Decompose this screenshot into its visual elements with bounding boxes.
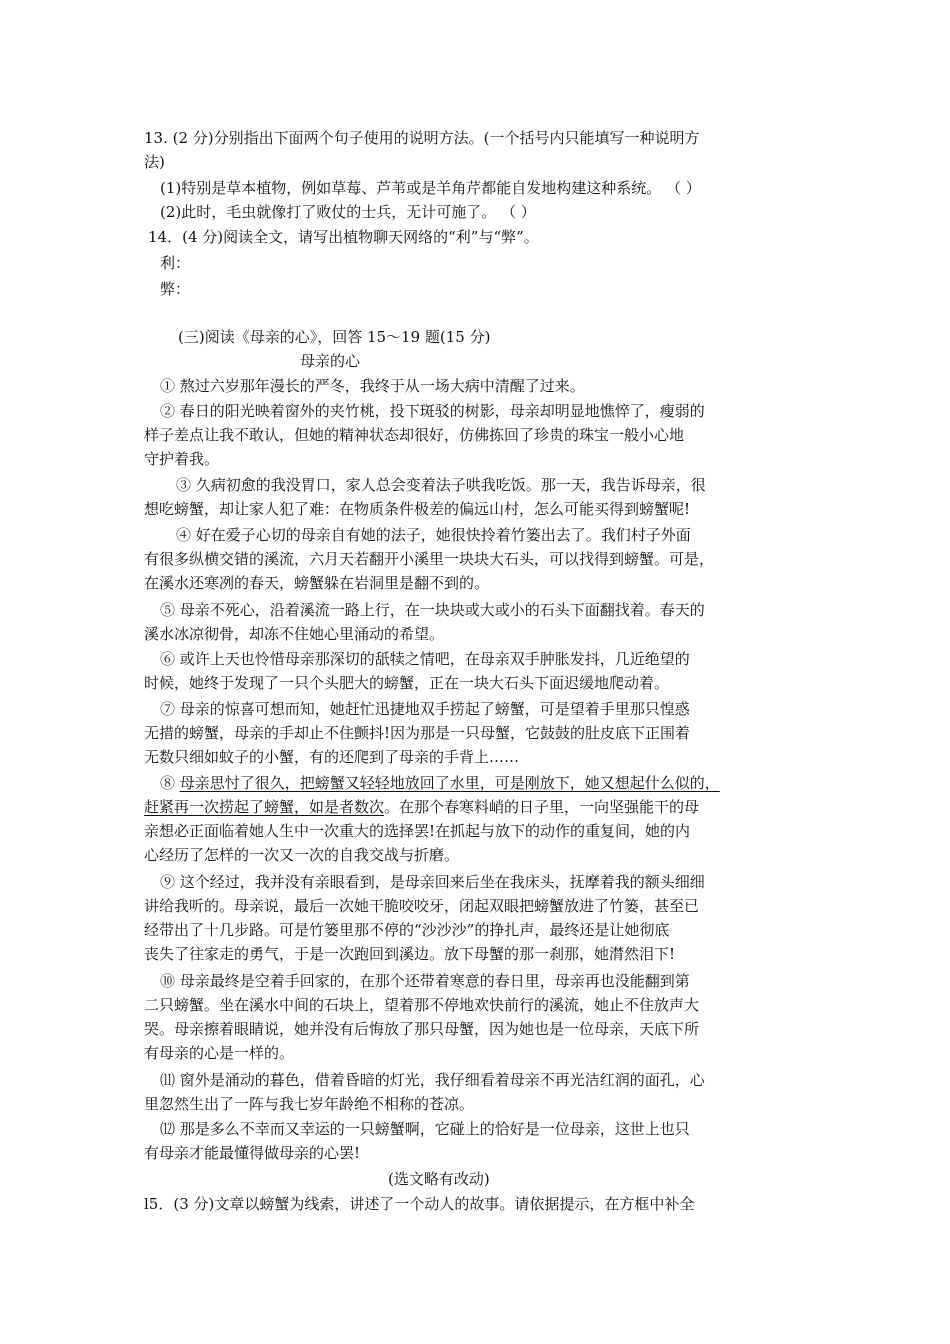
q13-line1: 13. (2 分)分别指出下面两个句子使用的说明方法。(一个括号内只能填写一种说明方 bbox=[144, 129, 700, 147]
para-8-line-1 bbox=[160, 773, 720, 793]
para-7-line-1: ⑦ 母亲的惊喜可想而知，她赶忙迅捷地双手捞起了螃蟹，可是望着手里那只惶惑 bbox=[160, 700, 690, 718]
para-4-line-2: 有很多纵横交错的溪流，六月天若翻开小溪里一块块大石头，可以找得到螃蟹。可是， bbox=[144, 550, 715, 568]
para-9-line-4: 丧失了往家走的勇气，于是一次跑回到溪边。放下母蟹的那一刹那，她潸然泪下! bbox=[144, 945, 676, 963]
source-note: (选文略有改动) bbox=[388, 1170, 490, 1188]
para-9-line-1: ⑨ 这个经过，我并没有亲眼看到，是母亲回来后坐在我床头，抚摩着我的额头细细 bbox=[160, 873, 705, 891]
para-4-line-3: 在溪水还寒冽的春天，螃蟹躲在岩洞里是翻不到的。 bbox=[144, 574, 490, 592]
para-10-line-2: 二只螃蟹。坐在溪水中间的石块上，望着那不停地欢快前行的溪流，她止不住放声大 bbox=[144, 996, 700, 1014]
q15-prompt: l5．(3 分)文章以螃蟹为线索，讲述了一个动人的故事。请依据提示，在方框中补全 bbox=[144, 1195, 695, 1213]
para-2-line-3: 守护着我。 bbox=[144, 450, 220, 468]
q14-prompt: 14．(4 分)阅读全文，请写出植物聊天网络的“利”与“弊”。 bbox=[148, 228, 539, 246]
para-6-line-2: 时候，她终于发现了一只个头肥大的螃蟹，正在一块大石头下面迟缓地爬动着。 bbox=[144, 674, 670, 692]
para-8-underlined-2: 赶紧再一次捞起了螃蟹，如是者数次 bbox=[144, 798, 385, 816]
para-8-line-3: 亲想必正面临着她人生中一次重大的选择罢!在抓起与放下的动作的重复间，她的内 bbox=[144, 822, 691, 840]
para-2-line-1: ② 春日的阳光映着窗外的夹竹桃，投下斑驳的树影，母亲却明显地憔悴了，瘦弱的 bbox=[160, 402, 705, 420]
para-3-line-2: 想吃螃蟹，却让家人犯了难：在物质条件极差的偏远山村，怎么可能买得到螃蟹呢! bbox=[144, 500, 691, 518]
para-8-line-4: 心经历了怎样的一次又一次的自我交战与折磨。 bbox=[144, 846, 460, 864]
para-4-line-1: ④ 好在爱子心切的母亲自有她的法子，她很快拎着竹篓出去了。我们村子外面 bbox=[176, 526, 691, 544]
q14-li: 利： bbox=[160, 254, 191, 272]
q13-line2: 法) bbox=[144, 153, 165, 171]
para-2-line-2: 样子差点让我不敢认，但她的精神状态却很好，仿佛拣回了珍贵的珠宝一般小心地 bbox=[144, 426, 685, 444]
para-10-line-4: 有母亲的心是一样的。 bbox=[144, 1044, 295, 1062]
para-5-line-1: ⑤ 母亲不死心，沿着溪流一路上行，在一块块或大或小的石头下面翻找着。春天的 bbox=[160, 601, 705, 619]
para-10-line-3: 哭。母亲擦着眼睛说，她并没有后悔放了那只母蟹，因为她也是一位母亲，天底下所 bbox=[144, 1020, 700, 1038]
para-7-line-3: 无数只细如蚊子的小蟹，有的还爬到了母亲的手背上…… bbox=[144, 748, 520, 766]
para-12-line-1: ⑿ 那是多么不幸而又幸运的一只螃蟹啊，它碰上的恰好是一位母亲，这世上也只 bbox=[160, 1120, 690, 1138]
para-11-line-2: 里忽然生出了一阵与我七岁年龄绝不相称的苍凉。 bbox=[144, 1095, 475, 1113]
para-9-line-3: 经带出了十几步路。可是竹篓里那不停的“沙沙沙”的挣扎声，最终还是让她彻底 bbox=[144, 921, 670, 939]
para-3-line-1: ③ 久病初愈的我没胃口，家人总会变着法子哄我吃饭。那一天，我告诉母亲，很 bbox=[176, 476, 706, 494]
para-9-line-2: 讲给我听的。母亲说，最后一次她干脆咬咬牙，闭起双眼把螃蟹放进了竹篓，甚至已 bbox=[144, 897, 700, 915]
para-6-line-1: ⑥ 或许上天也怜惜母亲那深切的舐犊之情吧，在母亲双手肿胀发抖，几近绝望的 bbox=[160, 650, 690, 668]
para-8-underlined-1: 母亲思忖了很久，把螃蟹又轻轻地放回了水里，可是刚放下，她又想起什么似的， bbox=[179, 774, 720, 792]
section3-heading: (三)阅读《母亲的心》，回答 15～19 题(15 分) bbox=[178, 328, 491, 346]
para-11-line-1: ⑾ 窗外是涌动的暮色，借着昏暗的灯光，我仔细看着母亲不再光洁红润的面孔，心 bbox=[160, 1071, 705, 1089]
para-1-line-1: ① 熬过六岁那年漫长的严冬，我终于从一场大病中清醒了过来。 bbox=[160, 377, 585, 395]
para-12-line-2: 有母亲才能最懂得做母亲的心罢! bbox=[144, 1144, 361, 1162]
q14-bi: 弊： bbox=[160, 280, 191, 298]
passage-title: 母亲的心 bbox=[300, 352, 361, 370]
para-7-line-2: 无措的螃蟹，母亲的手却止不住颤抖!因为那是一只母蟹，它鼓鼓的肚皮底下正围着 bbox=[144, 724, 691, 742]
para-8-line-2 bbox=[144, 797, 699, 817]
q13-item2: (2)此时，毛虫就像打了败仗的士兵，无计可施了。 （ ） bbox=[160, 203, 536, 221]
para-5-line-2: 溪水冰凉彻骨，却冻不住她心里涌动的希望。 bbox=[144, 625, 445, 643]
para-8-rest: 。在那个春寒料峭的日子里，一向坚强能干的母 bbox=[384, 798, 700, 816]
para-10-line-1: ⑩ 母亲最终是空着手回家的，在那个还带着寒意的春日里，母亲再也没能翻到第 bbox=[160, 972, 690, 990]
q13-item1: (1)特别是草本植物，例如草莓、芦苇或是羊角芹都能自发地构建这种系统。 （ ） bbox=[160, 179, 701, 197]
para-8-number: ⑧ bbox=[160, 774, 180, 792]
